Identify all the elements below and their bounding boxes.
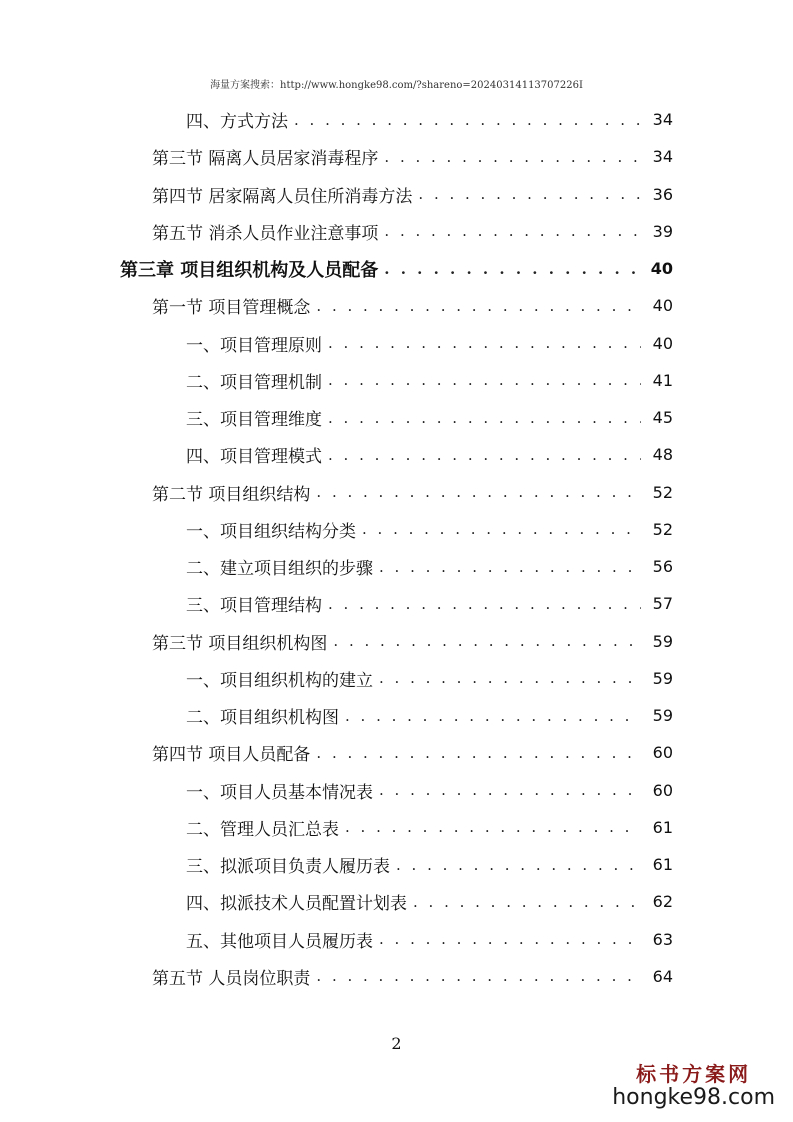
toc-entry-title: 三、拟派项目负责人履历表 [186,857,390,877]
toc-entry-page: 34 [652,110,673,129]
toc-section-entry[interactable] [152,287,673,324]
toc-entry-title: 二、建立项目组织的步骤 [186,559,373,579]
toc-entry-title: 第一节 项目管理概念 [152,298,311,319]
toc-dot-leader [294,111,641,129]
toc-dot-leader [328,409,641,427]
toc-dot-leader [379,781,641,799]
toc-entry-page: 40 [652,296,673,316]
toc-dot-leader [328,371,641,389]
toc-dot-leader [384,260,641,278]
toc-entry-page: 64 [652,966,673,986]
toc-dot-leader [328,595,641,613]
toc-dot-leader [379,930,641,948]
toc-dot-leader [384,222,641,240]
toc-entry-title: 一、项目组织结构分类 [186,521,356,542]
toc-dot-leader [316,967,641,985]
toc-entry-title: 一、项目组织机构的建立 [186,670,373,691]
toc-entry-title: 第三章 项目组织机构及人员配备 [120,259,379,281]
watermark-cn-text: 标书方案网 [636,1062,752,1086]
toc-entry-title: 二、管理人员汇总表 [186,819,339,840]
toc-subsection-entry[interactable] [186,399,673,436]
toc-subsection-entry[interactable] [186,809,673,846]
toc-dot-leader [418,185,641,203]
toc-entry-title: 二、项目组织机构图 [186,708,339,728]
toc-entry-page: 59 [652,706,673,725]
toc-section-entry[interactable] [152,138,673,175]
toc-dot-leader [328,446,641,464]
toc-entry-title: 五、其他项目人员履历表 [186,931,373,952]
toc-entry-page: 39 [652,221,673,241]
toc-dot-leader [316,744,641,762]
toc-entry-page: 36 [652,184,673,204]
toc-subsection-entry[interactable] [186,846,673,883]
toc-dot-leader [345,707,641,725]
toc-subsection-entry[interactable] [186,921,673,958]
toc-entry-page: 62 [652,892,673,912]
toc-entry-page: 40 [650,259,673,278]
toc-section-entry[interactable] [152,958,673,995]
toc-section-entry[interactable] [152,474,673,511]
toc-entry-title: 四、方式方法 [186,112,288,132]
toc-entry-page: 45 [652,408,673,427]
toc-entry-page: 59 [652,668,673,688]
toc-subsection-entry[interactable] [186,697,673,734]
toc-entry-title: 一、项目管理原则 [186,335,322,356]
toc-entry-title: 第三节 项目组织机构图 [152,633,328,654]
toc-entry-page: 61 [652,817,673,837]
toc-dot-leader [379,558,641,576]
toc-subsection-entry[interactable] [186,585,673,622]
toc-subsection-entry[interactable] [186,511,673,548]
toc-subsection-entry[interactable] [186,436,673,473]
toc-entry-page: 52 [652,519,673,539]
toc-entry-title: 二、项目管理机制 [186,372,322,393]
toc-dot-leader [379,669,641,687]
watermark-en-text: hongke98.com [612,1085,775,1110]
toc-entry-page: 48 [652,445,673,465]
toc-entry-page: 63 [652,929,673,949]
toc-section-entry[interactable] [152,734,673,771]
toc-section-entry[interactable] [152,176,673,213]
toc-dot-leader [396,856,641,874]
toc-entry-page: 41 [652,370,673,390]
toc-entry-title: 第三节 隔离人员居家消毒程序 [152,149,379,170]
toc-entry-page: 61 [652,855,673,874]
toc-subsection-entry[interactable] [186,772,673,809]
toc-entry-title: 四、项目管理模式 [186,447,322,468]
toc-section-entry[interactable] [152,213,673,250]
toc-subsection-entry[interactable] [186,362,673,399]
toc-entry-title: 第五节 消杀人员作业注意事项 [152,223,379,244]
toc-subsection-entry[interactable] [186,883,673,920]
toc-subsection-entry[interactable] [186,548,673,585]
toc-entry-page: 60 [652,743,673,763]
toc-entry-title: 三、项目管理维度 [186,410,322,430]
toc-entry-title: 一、项目人员基本情况表 [186,782,373,803]
toc-subsection-entry[interactable] [186,325,673,362]
toc-dot-leader [362,520,641,538]
site-watermark-logo [612,1058,775,1110]
toc-entry-title: 第四节 项目人员配备 [152,745,311,766]
toc-entry-title: 三、项目管理结构 [186,596,322,617]
toc-entry-title: 第二节 项目组织结构 [152,484,311,505]
toc-entry-page: 52 [652,482,673,502]
toc-entry-page: 56 [652,557,673,576]
toc-chapter-entry[interactable] [120,250,673,287]
toc-entry-title: 四、拟派技术人员配置计划表 [186,894,407,915]
toc-dot-leader [316,483,641,501]
toc-section-entry[interactable] [152,623,673,660]
toc-dot-leader [384,148,641,166]
toc-entry-page: 59 [652,631,673,651]
toc-entry-page: 60 [652,780,673,800]
toc-entry-title: 第五节 人员岗位职责 [152,968,311,989]
page-header-url: 海量方案搜索：http://www.hongke98.com/?shareno=20240314113707226I [210,80,583,91]
toc-dot-leader [345,818,641,836]
toc-entry-page: 34 [652,147,673,167]
toc-dot-leader [316,297,641,315]
toc-entry-page: 40 [652,333,673,353]
toc-dot-leader [328,334,641,352]
toc-subsection-entry[interactable] [186,660,673,697]
toc-dot-leader [333,632,641,650]
toc-dot-leader [413,893,641,911]
page-number: 2 [391,1034,402,1053]
toc-entry-page: 57 [652,594,673,614]
toc-subsection-entry[interactable] [186,101,673,138]
toc-entry-title: 第四节 居家隔离人员住所消毒方法 [152,186,413,207]
